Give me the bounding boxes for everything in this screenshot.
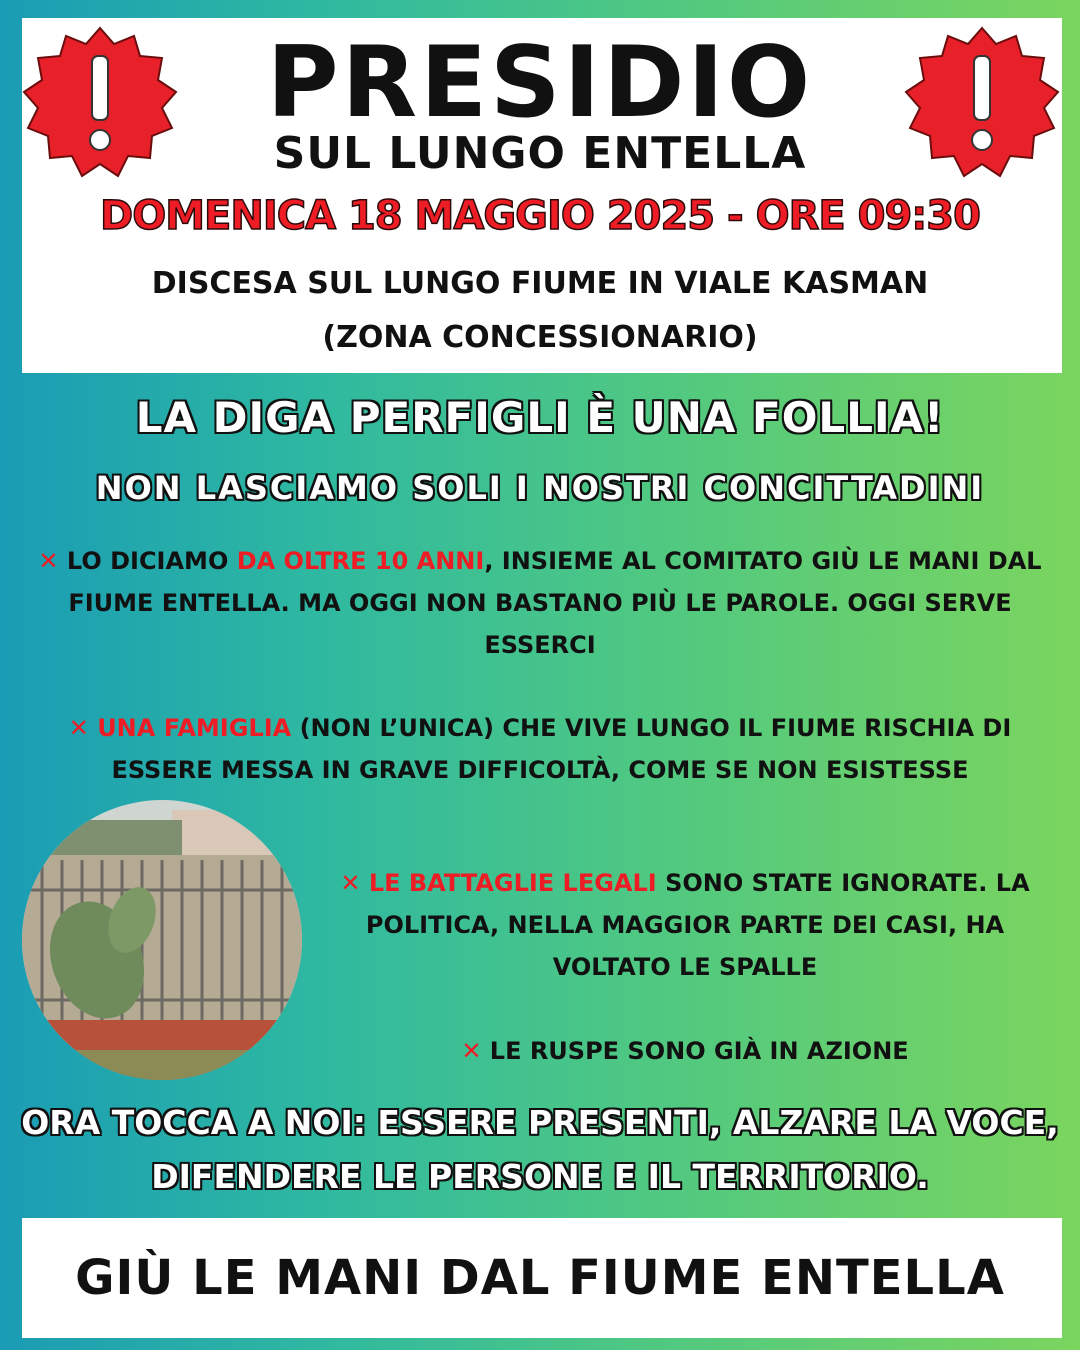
event-location-detail: (ZONA CONCESSIONARIO) [322,320,758,355]
highlight: DA OLTRE 10 ANNI [236,547,485,575]
point-4: ✕ LE RUSPE SONO GIÀ IN AZIONE [461,1037,909,1065]
cross-icon: ✕ [340,869,361,897]
headline: LA DIGA PERFIGLI È UNA FOLLIA! [135,393,945,442]
closing-statement: ORA TOCCA A NOI: ESSERE PRESENTI, ALZARE LA VOCE, DIFENDERE LE PERSONE E IL TERRITORIO. [21,1103,1059,1196]
event-location: DISCESA SUL LUNGO FIUME IN VIALE KASMAN [151,266,929,301]
highlight: LE BATTAGLIE LEGALI [368,869,657,897]
point-3: ✕ LE BATTAGLIE LEGALI SONO STATE IGNORATE. LA POLITICA, NELLA MAGGIOR PARTE DEI CASI, HA VOLTATO LE SPALLE [340,869,1030,981]
page-title: PRESIDIO [266,26,814,140]
subheadline: NON LASCIAMO SOLI I NOSTRI CONCITTADINI [95,469,985,507]
cross-icon: ✕ [461,1037,482,1065]
event-date: DOMENICA 18 MAGGIO 2025 - ORE 09:30 [100,193,980,239]
cross-icon: ✕ [68,714,89,742]
point-1: ✕ LO DICIAMO DA OLTRE 10 ANNI, INSIEME AL COMITATO GIÙ LE MANI DAL FIUME ENTELLA. MA OGGI NON BASTANO PIÙ LE PAROLE. OGGI SERVE ESSERCI [38,547,1042,659]
highlight: UNA FAMIGLIA [97,714,292,742]
fence-photo [22,800,302,1080]
footer-slogan: GIÙ LE MANI DAL FIUME ENTELLA [75,1250,1005,1306]
point-2: ✕ UNA FAMIGLIA (NON L’UNICA) CHE VIVE LUNGO IL FIUME RISCHIA DI ESSERE MESSA IN GRAVE DIFFICOLTÀ, COME SE NON ESISTESSE [68,714,1012,784]
page-subtitle: SUL LUNGO ENTELLA [273,128,807,179]
cross-icon: ✕ [38,547,59,575]
